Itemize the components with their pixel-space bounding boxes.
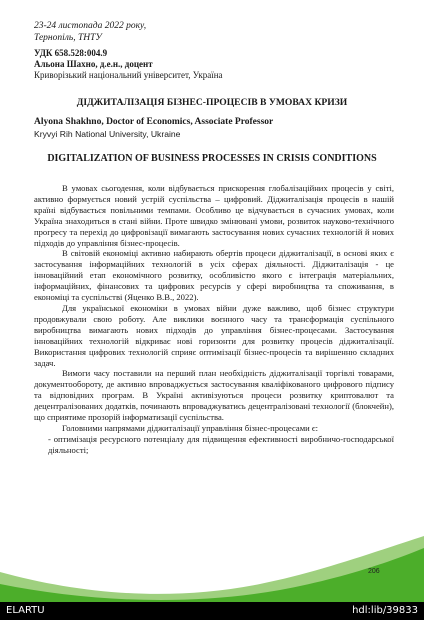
title-ua: ДІДЖИТАЛІЗАЦІЯ БІЗНЕС-ПРОЦЕСІВ В УМОВАХ КРИЗИ [76, 97, 348, 108]
author-block-en [34, 117, 394, 140]
page-number: 206 [368, 568, 380, 575]
paragraph: В умовах сьогодення, коли відбувається прискорення глобалізаційних процесів у світі, активно формується новий устрій суспільства – цифровий. Діджиталізація процесів в нашій країні відбувається повільними темпами. Особливо це відчувається в сучасних умовах, коли Україна знаходиться в стані війни. Проте швидко змінювані умови, розвиток науково-технічного прогресу та перехід до цифровізації вимагають застосування нових сучасних технологій й нових підходів до управління бізнес-процесів. [34, 183, 394, 248]
repository-name: ELARTU [6, 605, 45, 616]
title-en: DIGITALIZATION OF BUSINESS PROCESSES IN CRISIS CONDITIONS [47, 153, 377, 164]
affiliation-en: Kryvyi Rih National University, Ukraine [34, 128, 181, 139]
author-ua: Альона Шахно, д.е.н., доцент [34, 59, 153, 69]
udc-code: УДК 658.528:004.9 [34, 48, 108, 58]
paragraph: Для української економіки в умовах війни дуже важливо, щоб бізнес структури продовжували свою роботу. Але виклики воєнного часу та трансформація суспільного виробництва вимагають нових підходів до управління бізнес-процесами. Застосування інноваційних технологій відкриває нові горизонти для розвитку процесів діджиталізації. Використання цифрових технологій сприяє оптимізації бізнес-процесів та вирішенню складних задач. [34, 302, 394, 368]
paragraph: Головними напрямами діджиталізації управління бізнес-процесами є: [62, 422, 318, 433]
author-en: Alyona Shakhno, Doctor of Economics, Associate Professor [34, 117, 274, 127]
article-body [34, 183, 394, 456]
conference-header [34, 21, 394, 44]
paragraph: Вимоги часу поставили на перший план необхідність діджиталізації торгівлі товарами, документообороту, де активно впроваджується застосування кваліфікованого цифрового підпису та відповідних програм. В Україні активізуються процеси розвитку криптовалют та децентралізованих додатків, починають впроваджуватись децентралізовані технології (блокчейн), що сприятиме прозорій інформатизації суспільства. [34, 368, 394, 423]
paragraph: В світовій економіці активно набирають обертів процеси діджиталізації, в основі яких є застосування інформаційних технологій в усіх сферах діяльності. Діджиталізація - це інноваційний етап економічного розвитку, особливістю якого є інтеграція матеріальних, інформаційних, фінансових та цифрових ресурсів у сфері виробництва та споживання, в економіці та суспільстві (Яценко В.В., 2022). [34, 248, 394, 303]
affiliation-ua: Криворізький національний університет, Україна [34, 70, 223, 80]
decorative-wave [0, 532, 424, 602]
conference-place: Тернопіль, ТНТУ [34, 32, 102, 43]
handle-id[interactable]: hdl:lib/39833 [352, 605, 418, 616]
list-item: - оптимізація ресурсного потенціалу для підвищення ефективності виробничо-господарської діяльності; [48, 433, 394, 455]
article-meta [34, 48, 394, 81]
footer-bar [0, 602, 424, 620]
conference-date: 23-24 листопада 2022 року, [34, 21, 147, 31]
